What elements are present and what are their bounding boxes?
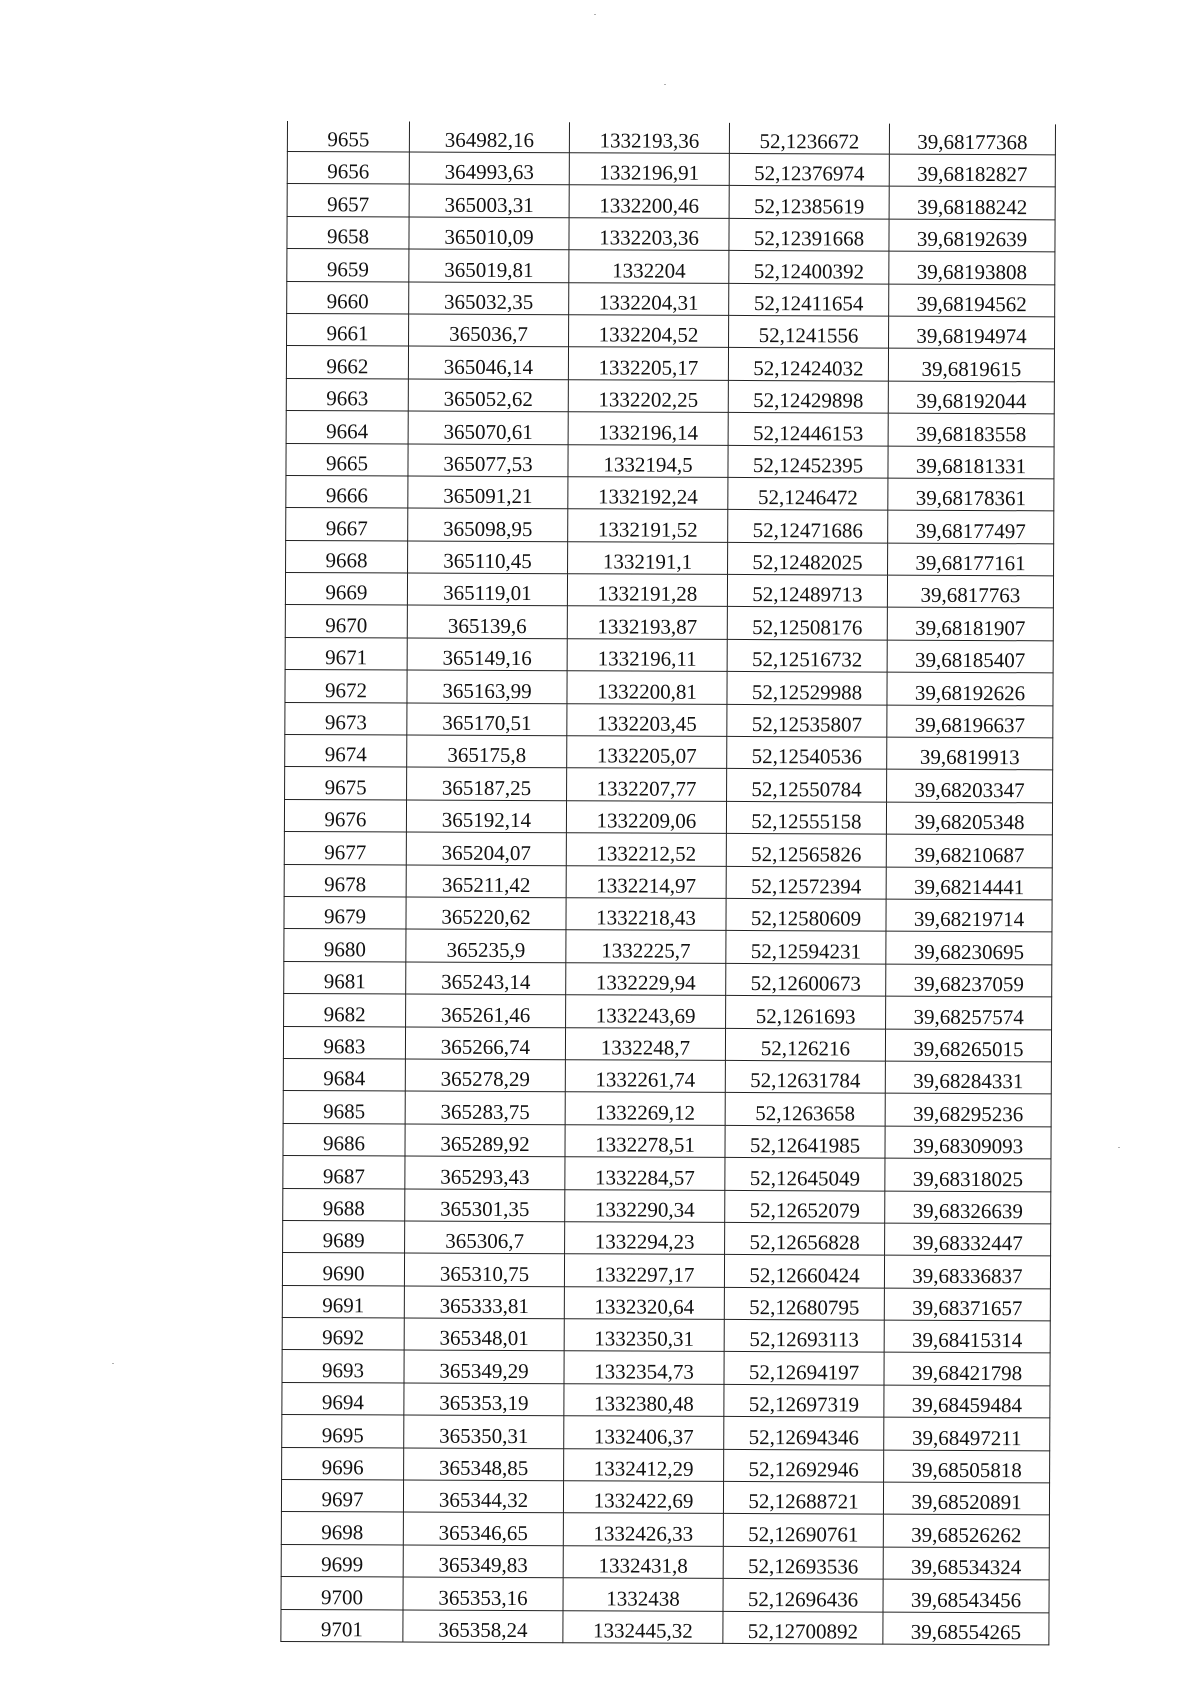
y-coordinate-cell: 1332290,34 bbox=[565, 1189, 725, 1222]
latitude-cell: 52,1246472 bbox=[728, 477, 888, 510]
latitude-cell: 52,1236672 bbox=[729, 123, 889, 154]
x-coordinate-cell: 365110,45 bbox=[408, 541, 568, 574]
x-coordinate-cell: 365353,19 bbox=[404, 1383, 564, 1416]
y-coordinate-cell: 1332204 bbox=[569, 250, 729, 283]
y-coordinate-cell: 1332212,52 bbox=[566, 833, 726, 866]
longitude-cell: 39,68415314 bbox=[884, 1320, 1050, 1353]
x-coordinate-cell: 365358,24 bbox=[403, 1610, 563, 1643]
y-coordinate-cell: 1332412,29 bbox=[564, 1448, 724, 1481]
coordinates-table bbox=[280, 121, 1056, 1645]
y-coordinate-cell: 1332204,52 bbox=[569, 315, 729, 348]
y-coordinate-cell: 1332445,32 bbox=[563, 1610, 723, 1643]
x-coordinate-cell: 365052,62 bbox=[408, 379, 568, 412]
point-number-cell: 9680 bbox=[284, 929, 406, 962]
point-number-cell: 9692 bbox=[282, 1318, 404, 1351]
table-row bbox=[282, 1318, 1050, 1354]
table-row bbox=[283, 1123, 1051, 1159]
x-coordinate-cell: 365349,29 bbox=[404, 1350, 564, 1383]
x-coordinate-cell: 365349,83 bbox=[403, 1545, 563, 1578]
latitude-cell: 52,12489713 bbox=[727, 575, 887, 608]
latitude-cell: 52,12692946 bbox=[724, 1449, 884, 1482]
latitude-cell: 52,12694197 bbox=[724, 1352, 884, 1385]
latitude-cell: 52,12694346 bbox=[724, 1417, 884, 1450]
longitude-cell: 39,68534324 bbox=[883, 1547, 1049, 1580]
x-coordinate-cell: 365261,46 bbox=[406, 994, 566, 1027]
x-coordinate-cell: 365266,74 bbox=[405, 1027, 565, 1060]
y-coordinate-cell: 1332191,28 bbox=[567, 574, 727, 607]
x-coordinate-cell: 365220,62 bbox=[406, 897, 566, 930]
latitude-cell: 52,12697319 bbox=[724, 1384, 884, 1417]
y-coordinate-cell: 1332204,31 bbox=[569, 282, 729, 315]
table-row bbox=[287, 121, 1055, 155]
longitude-cell: 39,68309093 bbox=[885, 1126, 1051, 1159]
x-coordinate-cell: 365243,14 bbox=[406, 962, 566, 995]
y-coordinate-cell: 1332278,51 bbox=[565, 1124, 725, 1157]
x-coordinate-cell: 365098,95 bbox=[408, 508, 568, 541]
x-coordinate-cell: 365070,61 bbox=[408, 411, 568, 444]
x-coordinate-cell: 365211,42 bbox=[406, 865, 566, 898]
longitude-cell: 39,68194562 bbox=[889, 284, 1055, 317]
longitude-cell: 39,6819913 bbox=[887, 737, 1053, 770]
table-row bbox=[281, 1577, 1049, 1613]
longitude-cell: 39,68183558 bbox=[888, 413, 1054, 446]
longitude-cell: 39,6817763 bbox=[887, 575, 1053, 608]
point-number-cell: 9672 bbox=[285, 670, 407, 703]
latitude-cell: 52,12482025 bbox=[728, 542, 888, 575]
y-coordinate-cell: 1332350,31 bbox=[564, 1319, 724, 1352]
table-row bbox=[282, 1350, 1050, 1386]
point-number-cell: 9701 bbox=[281, 1609, 403, 1642]
y-coordinate-cell: 1332192,24 bbox=[568, 477, 728, 510]
latitude-cell: 52,12660424 bbox=[724, 1255, 884, 1288]
latitude-cell: 52,1261693 bbox=[726, 996, 886, 1029]
table-row bbox=[282, 1447, 1050, 1483]
y-coordinate-cell: 1332196,91 bbox=[569, 153, 729, 186]
y-coordinate-cell: 1332380,48 bbox=[564, 1384, 724, 1417]
longitude-cell: 39,68237059 bbox=[886, 964, 1052, 997]
x-coordinate-cell: 365348,01 bbox=[404, 1318, 564, 1351]
point-number-cell: 9658 bbox=[287, 216, 409, 249]
point-number-cell: 9664 bbox=[286, 411, 408, 444]
y-coordinate-cell: 1332243,69 bbox=[566, 995, 726, 1028]
latitude-cell: 52,1263658 bbox=[725, 1093, 885, 1126]
table-row bbox=[287, 281, 1055, 317]
point-number-cell: 9675 bbox=[285, 767, 407, 800]
x-coordinate-cell: 365175,8 bbox=[407, 735, 567, 768]
latitude-cell: 52,12535807 bbox=[727, 704, 887, 737]
point-number-cell: 9693 bbox=[282, 1350, 404, 1383]
y-coordinate-cell: 1332284,57 bbox=[565, 1157, 725, 1190]
longitude-cell: 39,68459484 bbox=[884, 1385, 1050, 1418]
y-coordinate-cell: 1332431,8 bbox=[563, 1546, 723, 1579]
point-number-cell: 9661 bbox=[287, 313, 409, 346]
y-coordinate-cell: 1332191,1 bbox=[568, 541, 728, 574]
x-coordinate-cell: 365235,9 bbox=[406, 929, 566, 962]
latitude-cell: 52,12594231 bbox=[726, 931, 886, 964]
x-coordinate-cell: 365278,29 bbox=[405, 1059, 565, 1092]
point-number-cell: 9674 bbox=[285, 735, 407, 768]
x-coordinate-cell: 365046,14 bbox=[408, 346, 568, 379]
point-number-cell: 9670 bbox=[285, 605, 407, 638]
x-coordinate-cell: 365333,81 bbox=[404, 1286, 564, 1319]
scan-speck bbox=[664, 84, 666, 85]
y-coordinate-cell: 1332203,36 bbox=[569, 218, 729, 251]
point-number-cell: 9678 bbox=[284, 864, 406, 897]
table-row bbox=[283, 1091, 1051, 1127]
x-coordinate-cell: 365036,7 bbox=[409, 314, 569, 347]
latitude-cell: 52,12508176 bbox=[727, 607, 887, 640]
scan-speck bbox=[112, 1363, 114, 1364]
point-number-cell: 9696 bbox=[282, 1447, 404, 1480]
x-coordinate-cell: 365163,99 bbox=[407, 670, 567, 703]
longitude-cell: 39,68196637 bbox=[887, 705, 1053, 738]
table-row bbox=[283, 1188, 1051, 1224]
y-coordinate-cell: 1332203,45 bbox=[567, 703, 727, 736]
longitude-cell: 39,68543456 bbox=[883, 1579, 1049, 1612]
latitude-cell: 52,12656828 bbox=[725, 1222, 885, 1255]
longitude-cell: 39,68284331 bbox=[885, 1061, 1051, 1094]
table-row bbox=[281, 1544, 1049, 1580]
longitude-cell: 39,68326639 bbox=[885, 1191, 1051, 1224]
longitude-cell: 39,68185407 bbox=[887, 640, 1053, 673]
longitude-cell: 39,68193808 bbox=[889, 251, 1055, 284]
latitude-cell: 52,12516732 bbox=[727, 639, 887, 672]
x-coordinate-cell: 365010,09 bbox=[409, 217, 569, 250]
latitude-cell: 52,12696436 bbox=[723, 1579, 883, 1612]
point-number-cell: 9662 bbox=[286, 346, 408, 379]
latitude-cell: 52,12700892 bbox=[723, 1611, 883, 1644]
table-row bbox=[287, 152, 1055, 188]
latitude-cell: 52,12572394 bbox=[726, 866, 886, 899]
latitude-cell: 52,12652079 bbox=[725, 1190, 885, 1223]
longitude-cell: 39,68265015 bbox=[885, 1029, 1051, 1062]
y-coordinate-cell: 1332422,69 bbox=[563, 1481, 723, 1514]
table-row bbox=[282, 1253, 1050, 1289]
latitude-cell: 52,12471686 bbox=[728, 510, 888, 543]
table-row bbox=[286, 378, 1054, 414]
point-number-cell: 9655 bbox=[287, 121, 409, 152]
latitude-cell: 52,12452395 bbox=[728, 445, 888, 478]
x-coordinate-cell: 365310,75 bbox=[404, 1253, 564, 1286]
table-row bbox=[282, 1382, 1050, 1418]
longitude-cell: 39,68181331 bbox=[888, 446, 1054, 479]
point-number-cell: 9697 bbox=[281, 1480, 403, 1513]
latitude-cell: 52,12680795 bbox=[724, 1287, 884, 1320]
point-number-cell: 9699 bbox=[281, 1544, 403, 1577]
point-number-cell: 9676 bbox=[284, 799, 406, 832]
longitude-cell: 39,68210687 bbox=[886, 834, 1052, 867]
latitude-cell: 52,12565826 bbox=[726, 834, 886, 867]
point-number-cell: 9698 bbox=[281, 1512, 403, 1545]
longitude-cell: 39,68194974 bbox=[889, 316, 1055, 349]
x-coordinate-cell: 365139,6 bbox=[407, 605, 567, 638]
y-coordinate-cell: 1332205,07 bbox=[567, 736, 727, 769]
table-row bbox=[281, 1480, 1049, 1516]
longitude-cell: 39,68554265 bbox=[883, 1612, 1049, 1645]
x-coordinate-cell: 365192,14 bbox=[406, 800, 566, 833]
point-number-cell: 9665 bbox=[286, 443, 408, 476]
point-number-cell: 9669 bbox=[285, 573, 407, 606]
table-row bbox=[285, 767, 1053, 803]
table-row bbox=[286, 508, 1054, 544]
y-coordinate-cell: 1332205,17 bbox=[568, 347, 728, 380]
longitude-cell: 39,68181907 bbox=[887, 608, 1053, 641]
latitude-cell: 52,12400392 bbox=[729, 251, 889, 284]
x-coordinate-cell: 365149,16 bbox=[407, 638, 567, 671]
table-row bbox=[287, 249, 1055, 285]
point-number-cell: 9657 bbox=[287, 184, 409, 217]
point-number-cell: 9668 bbox=[286, 540, 408, 573]
latitude-cell: 52,126216 bbox=[725, 1028, 885, 1061]
x-coordinate-cell: 365032,35 bbox=[409, 282, 569, 315]
point-number-cell: 9673 bbox=[285, 702, 407, 735]
latitude-cell: 52,12600673 bbox=[726, 963, 886, 996]
point-number-cell: 9679 bbox=[284, 896, 406, 929]
longitude-cell: 39,68205348 bbox=[886, 802, 1052, 835]
longitude-cell: 39,68421798 bbox=[884, 1353, 1050, 1386]
x-coordinate-cell: 365348,85 bbox=[404, 1448, 564, 1481]
latitude-cell: 52,12693113 bbox=[724, 1319, 884, 1352]
longitude-cell: 39,68192044 bbox=[888, 381, 1054, 414]
latitude-cell: 52,12555158 bbox=[726, 801, 886, 834]
table-row bbox=[285, 573, 1053, 609]
point-number-cell: 9688 bbox=[283, 1188, 405, 1221]
point-number-cell: 9684 bbox=[283, 1058, 405, 1091]
latitude-cell: 52,12446153 bbox=[728, 413, 888, 446]
latitude-cell: 52,12645049 bbox=[725, 1158, 885, 1191]
scan-speck bbox=[594, 14, 596, 15]
point-number-cell: 9690 bbox=[282, 1253, 404, 1286]
latitude-cell: 52,12550784 bbox=[727, 769, 887, 802]
table-row bbox=[284, 799, 1052, 835]
y-coordinate-cell: 1332218,43 bbox=[566, 898, 726, 931]
longitude-cell: 39,68192626 bbox=[887, 672, 1053, 705]
table-row bbox=[284, 994, 1052, 1030]
point-number-cell: 9681 bbox=[284, 961, 406, 994]
latitude-cell: 52,12693536 bbox=[723, 1546, 883, 1579]
x-coordinate-cell: 365293,43 bbox=[405, 1156, 565, 1189]
latitude-cell: 52,12424032 bbox=[728, 348, 888, 381]
y-coordinate-cell: 1332191,52 bbox=[568, 509, 728, 542]
y-coordinate-cell: 1332261,74 bbox=[565, 1060, 725, 1093]
latitude-cell: 52,12641985 bbox=[725, 1125, 885, 1158]
x-coordinate-cell: 365119,01 bbox=[407, 573, 567, 606]
y-coordinate-cell: 1332297,17 bbox=[564, 1254, 724, 1287]
longitude-cell: 39,68214441 bbox=[886, 867, 1052, 900]
point-number-cell: 9683 bbox=[283, 1026, 405, 1059]
point-number-cell: 9685 bbox=[283, 1091, 405, 1124]
y-coordinate-cell: 1332406,37 bbox=[564, 1416, 724, 1449]
x-coordinate-cell: 365350,31 bbox=[404, 1415, 564, 1448]
table-row bbox=[282, 1285, 1050, 1321]
y-coordinate-cell: 1332248,7 bbox=[565, 1027, 725, 1060]
table-row bbox=[283, 1058, 1051, 1094]
table-row bbox=[283, 1156, 1051, 1192]
table-row bbox=[283, 1220, 1051, 1256]
table-row bbox=[284, 896, 1052, 932]
latitude-cell: 52,1241556 bbox=[729, 315, 889, 348]
longitude-cell: 39,68192639 bbox=[889, 219, 1055, 252]
table-row bbox=[281, 1609, 1049, 1645]
table-row bbox=[285, 605, 1053, 641]
x-coordinate-cell: 365353,16 bbox=[403, 1577, 563, 1610]
longitude-cell: 39,68178361 bbox=[888, 478, 1054, 511]
longitude-cell: 39,68336837 bbox=[884, 1255, 1050, 1288]
table-row bbox=[285, 670, 1053, 706]
latitude-cell: 52,12429898 bbox=[728, 380, 888, 413]
x-coordinate-cell: 364993,63 bbox=[409, 152, 569, 185]
table-row bbox=[287, 313, 1055, 349]
latitude-cell: 52,12385619 bbox=[729, 186, 889, 219]
longitude-cell: 39,68177161 bbox=[888, 543, 1054, 576]
table-row bbox=[286, 443, 1054, 479]
y-coordinate-cell: 1332193,36 bbox=[569, 122, 729, 153]
table-row bbox=[285, 637, 1053, 673]
x-coordinate-cell: 365187,25 bbox=[407, 767, 567, 800]
y-coordinate-cell: 1332196,14 bbox=[568, 412, 728, 445]
latitude-cell: 52,12540536 bbox=[727, 736, 887, 769]
x-coordinate-cell: 364982,16 bbox=[409, 122, 569, 153]
longitude-cell: 39,68505818 bbox=[884, 1450, 1050, 1483]
table-row bbox=[286, 540, 1054, 576]
point-number-cell: 9691 bbox=[282, 1285, 404, 1318]
table-row bbox=[287, 216, 1055, 252]
point-number-cell: 9700 bbox=[281, 1577, 403, 1610]
point-number-cell: 9695 bbox=[282, 1415, 404, 1448]
latitude-cell: 52,12688721 bbox=[723, 1481, 883, 1514]
point-number-cell: 9687 bbox=[283, 1156, 405, 1189]
x-coordinate-cell: 365283,75 bbox=[405, 1091, 565, 1124]
latitude-cell: 52,12580609 bbox=[726, 898, 886, 931]
table-row bbox=[286, 411, 1054, 447]
y-coordinate-cell: 1332207,77 bbox=[567, 768, 727, 801]
y-coordinate-cell: 1332426,33 bbox=[563, 1513, 723, 1546]
point-number-cell: 9682 bbox=[284, 994, 406, 1027]
latitude-cell: 52,12411654 bbox=[729, 283, 889, 316]
longitude-cell: 39,68219714 bbox=[886, 899, 1052, 932]
y-coordinate-cell: 1332202,25 bbox=[568, 379, 728, 412]
point-number-cell: 9656 bbox=[287, 152, 409, 185]
longitude-cell: 39,68177368 bbox=[889, 124, 1055, 155]
point-number-cell: 9694 bbox=[282, 1382, 404, 1415]
x-coordinate-cell: 365003,31 bbox=[409, 184, 569, 217]
table-row bbox=[285, 735, 1053, 771]
scan-speck bbox=[1118, 1147, 1120, 1148]
longitude-cell: 39,68497211 bbox=[884, 1417, 1050, 1450]
y-coordinate-cell: 1332193,87 bbox=[567, 606, 727, 639]
y-coordinate-cell: 1332209,06 bbox=[566, 801, 726, 834]
y-coordinate-cell: 1332438 bbox=[563, 1578, 723, 1611]
y-coordinate-cell: 1332294,23 bbox=[565, 1222, 725, 1255]
longitude-cell: 39,68182827 bbox=[889, 154, 1055, 187]
x-coordinate-cell: 365289,92 bbox=[405, 1124, 565, 1157]
longitude-cell: 39,68332447 bbox=[885, 1223, 1051, 1256]
table-row bbox=[282, 1415, 1050, 1451]
table-row bbox=[286, 346, 1054, 382]
point-number-cell: 9677 bbox=[284, 832, 406, 865]
longitude-cell: 39,68177497 bbox=[888, 510, 1054, 543]
longitude-cell: 39,68318025 bbox=[885, 1158, 1051, 1191]
point-number-cell: 9660 bbox=[287, 281, 409, 314]
table-row bbox=[285, 702, 1053, 738]
x-coordinate-cell: 365019,81 bbox=[409, 249, 569, 282]
table-row bbox=[287, 184, 1055, 220]
latitude-cell: 52,12376974 bbox=[729, 153, 889, 186]
x-coordinate-cell: 365204,07 bbox=[406, 832, 566, 865]
point-number-cell: 9686 bbox=[283, 1123, 405, 1156]
point-number-cell: 9667 bbox=[286, 508, 408, 541]
point-number-cell: 9689 bbox=[283, 1220, 405, 1253]
latitude-cell: 52,12391668 bbox=[729, 218, 889, 251]
table-row bbox=[284, 864, 1052, 900]
table-row bbox=[281, 1512, 1049, 1548]
y-coordinate-cell: 1332200,81 bbox=[567, 671, 727, 704]
y-coordinate-cell: 1332214,97 bbox=[566, 865, 726, 898]
coordinates-table-body bbox=[281, 121, 1056, 1645]
longitude-cell: 39,6819615 bbox=[888, 348, 1054, 381]
longitude-cell: 39,68188242 bbox=[889, 187, 1055, 220]
point-number-cell: 9659 bbox=[287, 249, 409, 282]
longitude-cell: 39,68295236 bbox=[885, 1093, 1051, 1126]
table-row bbox=[284, 961, 1052, 997]
longitude-cell: 39,68526262 bbox=[883, 1515, 1049, 1548]
longitude-cell: 39,68230695 bbox=[886, 931, 1052, 964]
y-coordinate-cell: 1332320,64 bbox=[564, 1286, 724, 1319]
longitude-cell: 39,68257574 bbox=[886, 996, 1052, 1029]
longitude-cell: 39,68371657 bbox=[884, 1288, 1050, 1321]
latitude-cell: 52,12529988 bbox=[727, 672, 887, 705]
table-row bbox=[283, 1026, 1051, 1062]
x-coordinate-cell: 365170,51 bbox=[407, 703, 567, 736]
y-coordinate-cell: 1332196,11 bbox=[567, 639, 727, 672]
table-row bbox=[286, 475, 1054, 511]
x-coordinate-cell: 365091,21 bbox=[408, 476, 568, 509]
y-coordinate-cell: 1332229,94 bbox=[566, 962, 726, 995]
x-coordinate-cell: 365306,7 bbox=[405, 1221, 565, 1254]
latitude-cell: 52,12690761 bbox=[723, 1514, 883, 1547]
latitude-cell: 52,12631784 bbox=[725, 1060, 885, 1093]
longitude-cell: 39,68203347 bbox=[887, 770, 1053, 803]
y-coordinate-cell: 1332194,5 bbox=[568, 444, 728, 477]
x-coordinate-cell: 365077,53 bbox=[408, 444, 568, 477]
point-number-cell: 9663 bbox=[286, 378, 408, 411]
y-coordinate-cell: 1332200,46 bbox=[569, 185, 729, 218]
point-number-cell: 9666 bbox=[286, 475, 408, 508]
table-row bbox=[284, 929, 1052, 965]
x-coordinate-cell: 365301,35 bbox=[405, 1189, 565, 1222]
longitude-cell: 39,68520891 bbox=[883, 1482, 1049, 1515]
x-coordinate-cell: 365344,32 bbox=[403, 1480, 563, 1513]
x-coordinate-cell: 365346,65 bbox=[403, 1512, 563, 1545]
y-coordinate-cell: 1332354,73 bbox=[564, 1351, 724, 1384]
y-coordinate-cell: 1332269,12 bbox=[565, 1092, 725, 1125]
y-coordinate-cell: 1332225,7 bbox=[566, 930, 726, 963]
point-number-cell: 9671 bbox=[285, 637, 407, 670]
table-row bbox=[284, 832, 1052, 868]
